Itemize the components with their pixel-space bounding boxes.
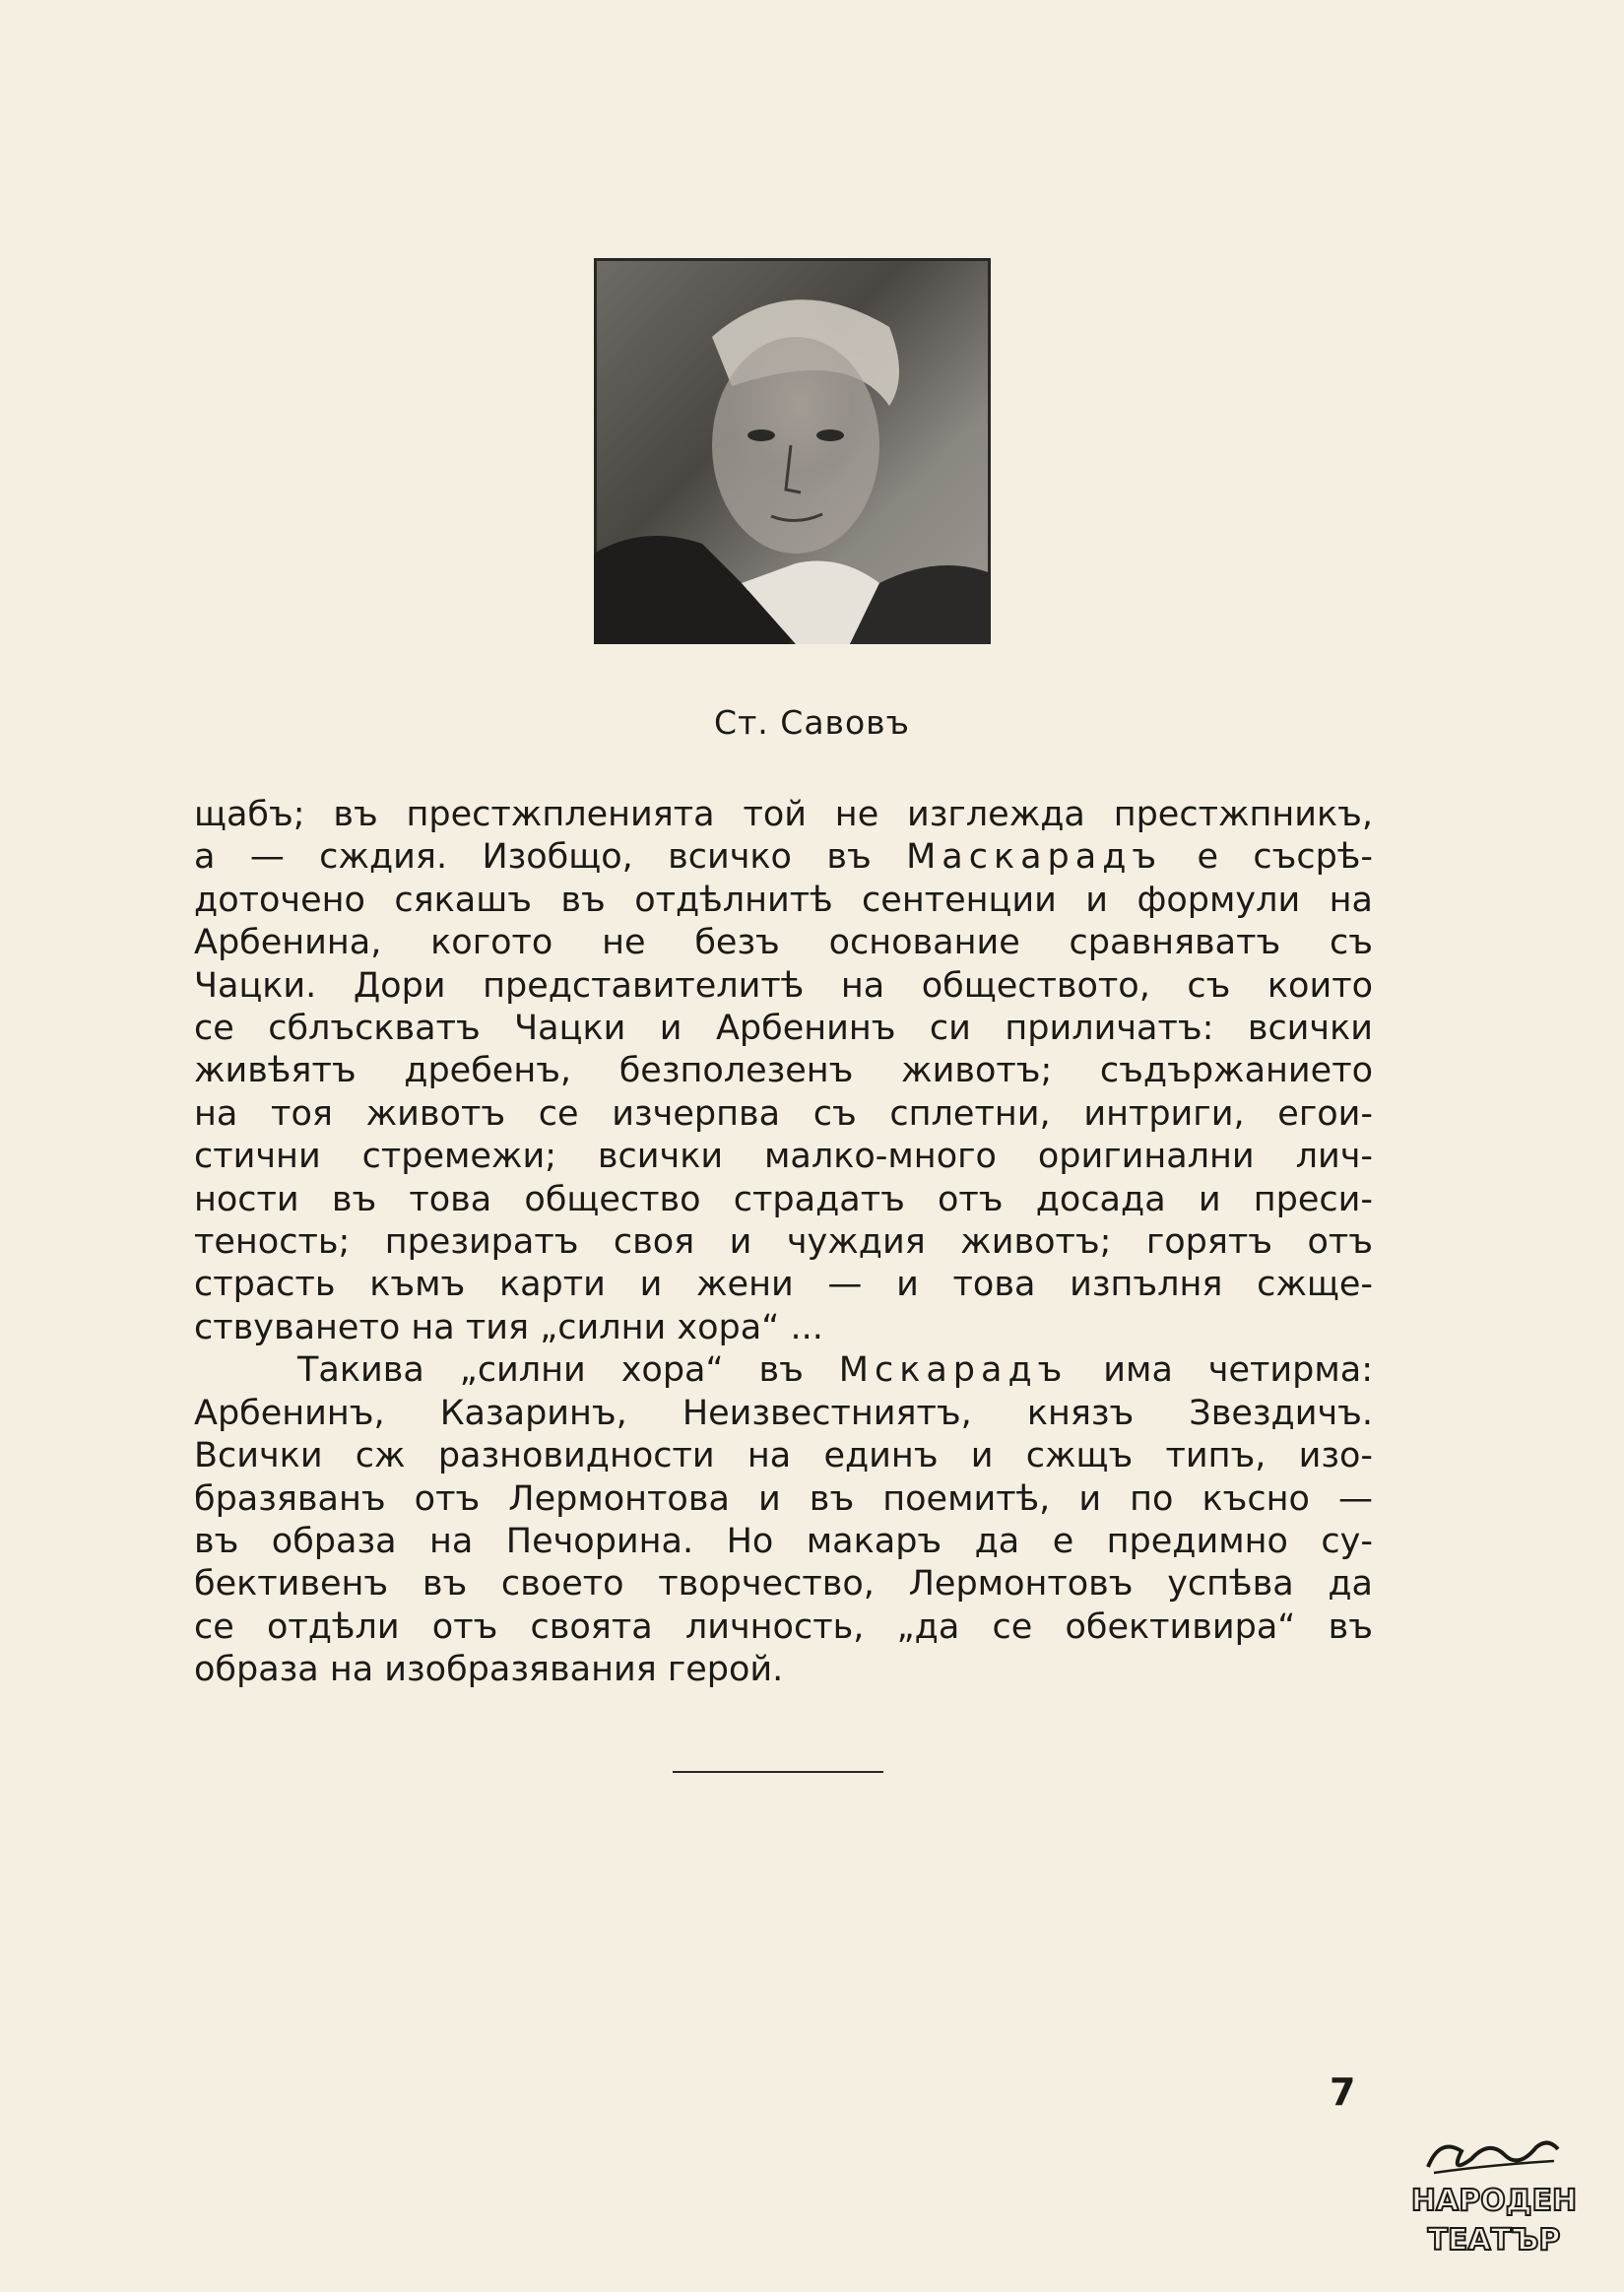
text-segment: се сблъскватъ Чацки и Арбенинъ си приличатъ: всички xyxy=(194,1009,1373,1049)
section-divider xyxy=(673,1771,883,1773)
text-segment: Арбенинъ, Казаринъ, Неизвестниятъ, князъ Звездичъ. xyxy=(194,1393,1373,1433)
text-line xyxy=(194,1563,1373,1605)
text-segment: живѣятъ дребенъ, безполезенъ животъ; съдържанието xyxy=(194,1051,1373,1091)
text-line xyxy=(194,1478,1373,1521)
logo-line-1: НАРОДЕН xyxy=(1410,2184,1578,2218)
text-segment: се отдѣли отъ своята личность, „да се обективира“ въ xyxy=(194,1606,1373,1647)
text-line xyxy=(194,1221,1373,1264)
text-segment: теность; презиратъ своя и чуждия животъ; горятъ отъ xyxy=(194,1222,1373,1263)
text-segment: ствуването на тия „силни хора“ ... xyxy=(194,1307,823,1347)
text-line xyxy=(194,880,1373,922)
text-segment: стични стремежи; всички малко-много оригинални лич- xyxy=(194,1137,1373,1177)
text-segment: Такива „силни хора“ въ xyxy=(297,1350,839,1391)
photo-caption: Ст. Савовъ xyxy=(714,703,910,742)
text-segment: има четирма: xyxy=(1068,1350,1373,1391)
text-segment: а — сждия. Изобщо, всичко въ xyxy=(194,837,907,878)
text-segment: на тоя животъ се изчерпва съ сплетни, интриги, егои- xyxy=(194,1093,1373,1134)
theatre-logo xyxy=(1410,2129,1578,2267)
text-line xyxy=(194,1093,1373,1136)
body-text xyxy=(194,794,1373,1692)
page-number: 7 xyxy=(1330,2070,1356,2114)
text-line xyxy=(194,1649,1373,1691)
portrait-photo xyxy=(594,258,991,644)
text-line xyxy=(194,1521,1373,1563)
logo-line-2: ТЕАТЪР xyxy=(1427,2223,1561,2258)
text-line xyxy=(194,1435,1373,1477)
spaced-title: Маскарадъ xyxy=(906,837,1163,878)
text-line xyxy=(194,922,1373,964)
text-line xyxy=(194,1606,1373,1649)
text-segment: страсть къмъ карти и жени — и това изпълня сжще- xyxy=(194,1265,1373,1305)
text-line xyxy=(194,1349,1373,1392)
text-line xyxy=(194,1264,1373,1306)
text-line xyxy=(194,965,1373,1008)
text-line xyxy=(194,836,1373,879)
text-segment: въ образа на Печорина. Но макаръ да е предимно су- xyxy=(194,1521,1373,1561)
spaced-title: Мскарадъ xyxy=(838,1350,1069,1391)
text-line xyxy=(194,794,1373,836)
logo-script xyxy=(1428,2142,1558,2173)
text-line xyxy=(194,1393,1373,1435)
text-segment: Чацки. Дори представителитѣ на обществото, съ които xyxy=(194,965,1373,1006)
text-segment: образа на изобразявания герой. xyxy=(194,1650,784,1690)
text-line xyxy=(194,1179,1373,1221)
text-segment: доточено сякашъ въ отдѣлнитѣ сентенции и формули на xyxy=(194,880,1373,920)
text-segment: е съсрѣ- xyxy=(1162,837,1373,878)
text-line xyxy=(194,1050,1373,1092)
text-segment: Арбенина, когото не безъ основание сравняватъ съ xyxy=(194,923,1373,963)
text-line xyxy=(194,1008,1373,1050)
text-segment: бективенъ въ своето творчество, Лермонтовъ успѣва да xyxy=(194,1564,1373,1604)
text-line xyxy=(194,1307,1373,1349)
text-segment: ности въ това общество страдатъ отъ досада и преси- xyxy=(194,1179,1373,1219)
text-line xyxy=(194,1136,1373,1178)
text-segment: Всички сж разновидности на единъ и сжщъ типъ, изо- xyxy=(194,1436,1373,1476)
text-segment: бразяванъ отъ Лермонтова и въ поемитѣ, и по късно — xyxy=(194,1478,1373,1519)
text-segment: щабъ; въ престжпленията той не изглежда престжпникъ, xyxy=(194,795,1373,834)
